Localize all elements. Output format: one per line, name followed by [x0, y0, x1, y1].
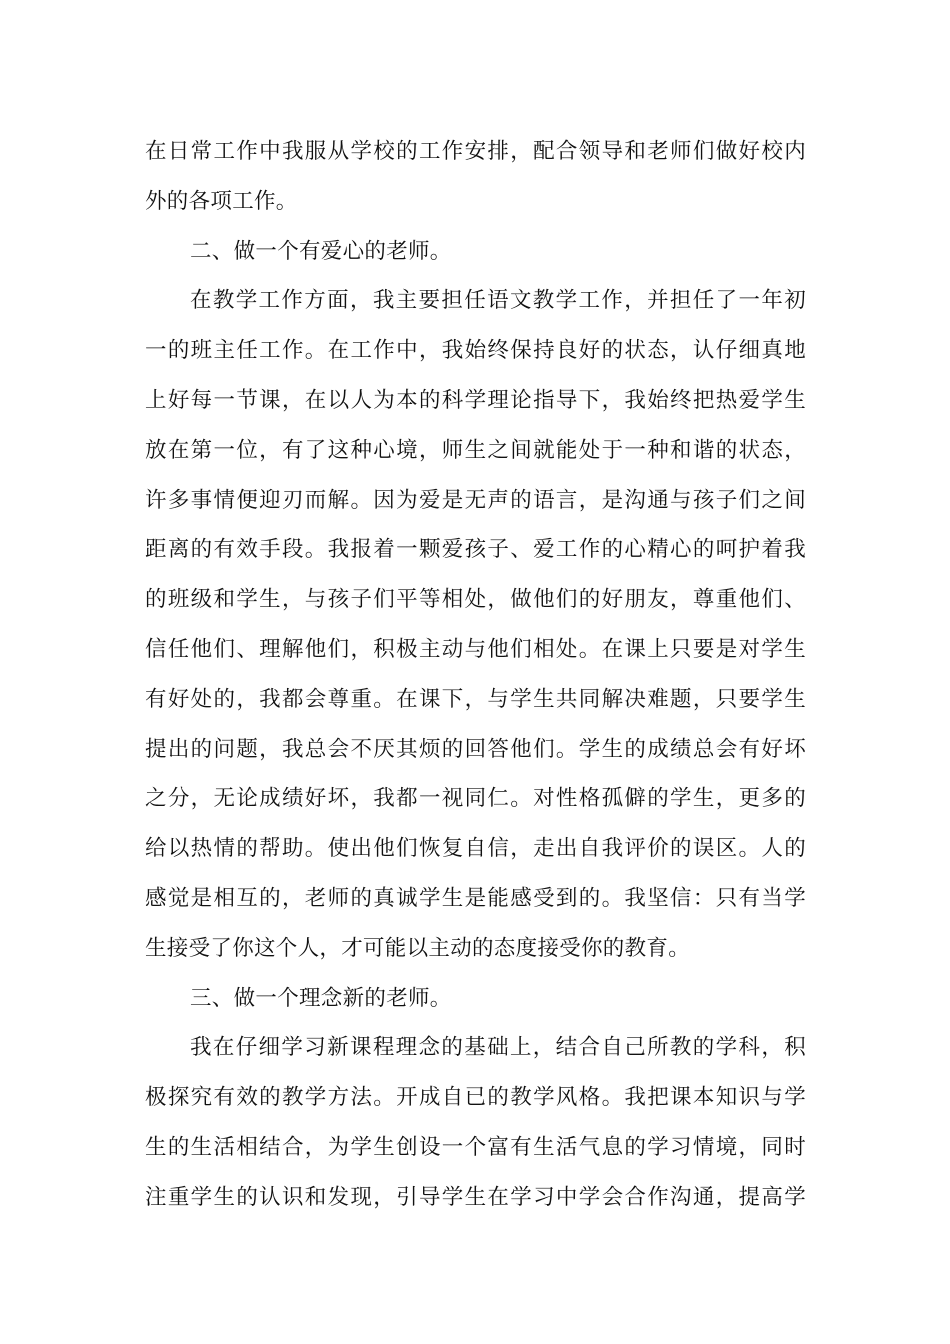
text-line: 我在仔细学习新课程理念的基础上，结合自己所教的学科，积 — [190, 1035, 806, 1061]
text-line: 给以热情的帮助。使出他们恢复自信，走出自我评价的误区。人的 — [145, 836, 806, 862]
section-heading: 三、做一个理念新的老师。 — [190, 985, 452, 1011]
document-body — [145, 127, 806, 1223]
text-line: 一的班主任工作。在工作中，我始终保持良好的状态，认仔细真地 — [145, 338, 806, 364]
text-line: 生接受了你这个人，才可能以主动的态度接受你的教育。 — [145, 935, 691, 961]
text-line: 感觉是相互的，老师的真诚学生是能感受到的。我坚信：只有当学 — [145, 885, 806, 911]
text-line: 许多事情便迎刃而解。因为爱是无声的语言，是沟通与孩子们之间 — [145, 487, 806, 513]
text-line: 距离的有效手段。我报着一颗爱孩子、爱工作的心精心的呵护着我 — [145, 537, 806, 563]
text-line: 的班级和学生，与孩子们平等相处，做他们的好朋友，尊重他们、 — [145, 587, 806, 613]
text-line: 之分，无论成绩好坏，我都一视同仁。对性格孤僻的学生，更多的 — [145, 786, 806, 812]
text-line: 在日常工作中我服从学校的工作安排，配合领导和老师们做好校内 — [145, 139, 806, 164]
text-line: 信任他们、理解他们，积极主动与他们相处。在课上只要是对学生 — [145, 636, 806, 662]
text-line: 注重学生的认识和发现，引导学生在学习中学会合作沟通，提高学 — [145, 1184, 806, 1210]
text-line: 放在第一位，有了这种心境，师生之间就能处于一种和谐的状态， — [145, 437, 806, 463]
text-line: 外的各项工作。 — [145, 188, 298, 214]
text-line: 极探究有效的教学方法。开成自已的教学风格。我把课本知识与学 — [145, 1085, 806, 1111]
text-line: 生的生活相结合，为学生创设一个富有生活气息的学习情境，同时 — [145, 1134, 806, 1160]
text-line: 提出的问题，我总会不厌其烦的回答他们。学生的成绩总会有好坏 — [145, 736, 806, 762]
text-line: 有好处的，我都会尊重。在课下，与学生共同解决难题，只要学生 — [145, 686, 806, 712]
text-line: 在教学工作方面，我主要担任语文教学工作，并担任了一年初 — [190, 288, 806, 314]
text-line: 上好每一节课，在以人为本的科学理论指导下，我始终把热爱学生 — [145, 387, 806, 413]
section-heading: 二、做一个有爱心的老师。 — [190, 238, 452, 264]
